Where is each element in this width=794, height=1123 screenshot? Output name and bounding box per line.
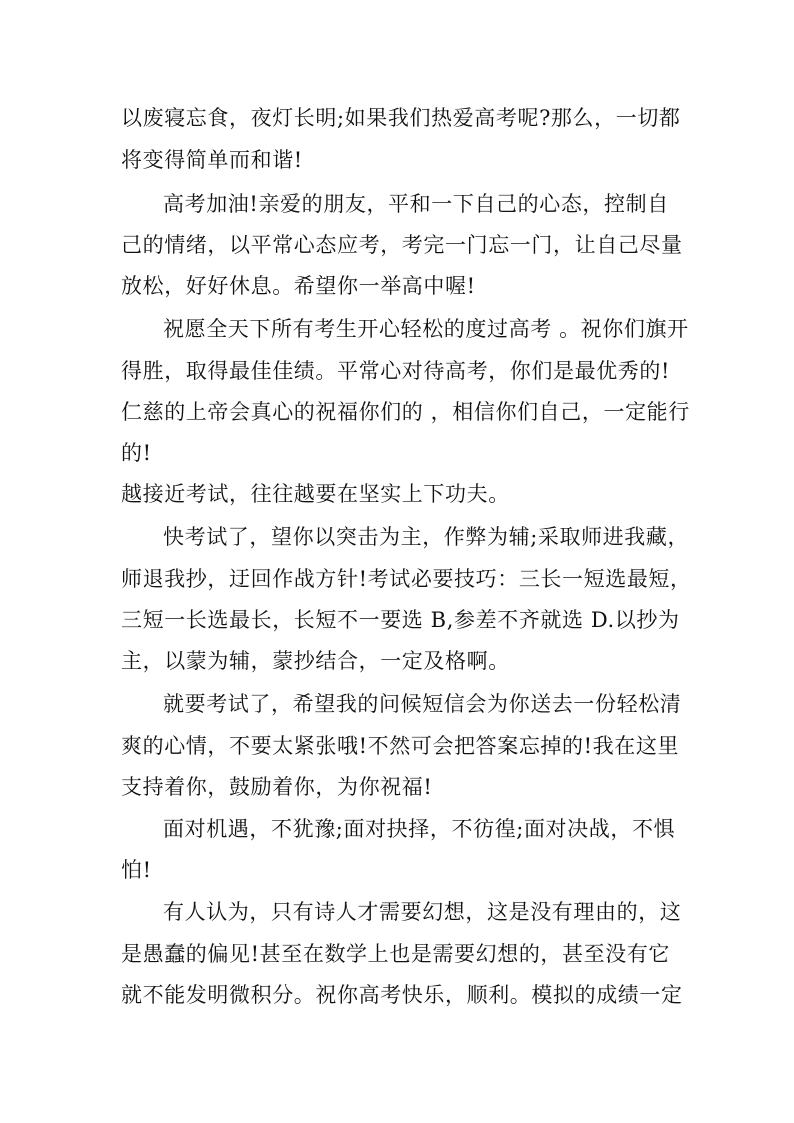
text-line-13: 三短一长选最长，长短不一要选 B,参差不齐就选 D.以抄为 bbox=[121, 608, 680, 632]
text-line-7: 得胜，取得最佳佳绩。平常心对待高考，你们是最优秀的! bbox=[121, 359, 671, 383]
text-line-21: 是愚蠢的偏见!甚至在数学上也是需要幻想的，甚至没有它 bbox=[121, 942, 671, 966]
text-line-19: 怕! bbox=[121, 858, 152, 882]
text-line-11: 快考试了，望你以突击为主，作弊为辅;采取师进我藏， bbox=[163, 525, 690, 549]
text-line-1: 以废寝忘食，夜灯长明;如果我们热爱高考呢?那么，一切都 bbox=[121, 106, 681, 130]
text-line-2: 将变得简单而和谐! bbox=[121, 148, 303, 172]
text-line-5: 放松，好好休息。希望你一举高中喔! bbox=[121, 274, 476, 298]
text-line-6: 祝愿全天下所有考生开心轻松的度过高考 。祝你们旗开 bbox=[163, 317, 689, 341]
text-line-17: 支持着你，鼓励着你，为你祝福! bbox=[121, 775, 433, 799]
text-line-9: 的! bbox=[121, 441, 152, 465]
text-line-16: 爽的心情，不要太紧张哦!不然可会把答案忘掉的!我在这里 bbox=[121, 734, 680, 758]
text-line-10: 越接近考试，往往越要在坚实上下功夫。 bbox=[121, 482, 510, 506]
text-line-20: 有人认为，只有诗人才需要幻想，这是没有理由的，这 bbox=[163, 900, 682, 924]
text-line-18: 面对机遇，不犹豫;面对抉择，不彷徨;面对决战，不惧 bbox=[163, 817, 676, 841]
text-line-4: 己的情绪，以平常心态应考，考完一门忘一门，让自己尽量 bbox=[121, 233, 683, 257]
text-line-22: 就不能发明微积分。祝你高考快乐，顺利。模拟的成绩一定 bbox=[121, 983, 683, 1007]
text-line-12: 师退我抄，迂回作战方针!考试必要技巧：三长一短选最短， bbox=[121, 567, 692, 591]
text-line-14: 主，以蒙为辅，蒙抄结合，一定及格啊。 bbox=[121, 649, 510, 673]
text-line-15: 就要考试了，希望我的问候短信会为你送去一份轻松清 bbox=[163, 692, 682, 716]
text-line-8: 仁慈的上帝会真心的祝福你们的 ，相信你们自己，一定能行 bbox=[121, 400, 690, 424]
text-line-3: 高考加油!亲爱的朋友，平和一下自己的心态，控制自 bbox=[163, 192, 669, 216]
